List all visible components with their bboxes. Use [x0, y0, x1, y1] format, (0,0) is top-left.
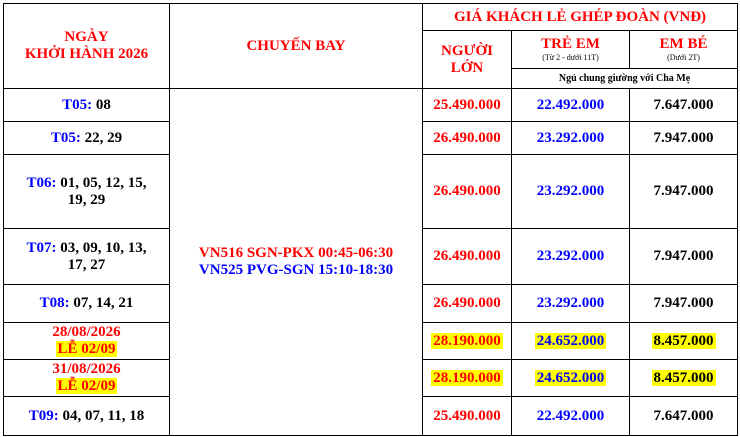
infant-price: 7.947.000: [630, 229, 738, 285]
infant-price: 8.457.000: [653, 369, 714, 386]
flight-column-header: CHUYẾN BAY: [170, 4, 423, 89]
departure-date-cell: [4, 229, 170, 285]
adult-price: 26.490.000: [423, 155, 512, 229]
date-header-line1: NGÀY: [64, 29, 109, 45]
adult-price: 25.490.000: [423, 397, 512, 436]
departure-date-cell: [4, 397, 170, 436]
child-price-cell: [512, 323, 630, 360]
adult-price: 28.190.000: [433, 332, 501, 349]
date-column-header: [4, 4, 170, 89]
month-label: T07:: [26, 239, 57, 256]
adult-price: 26.490.000: [423, 229, 512, 285]
infant-price-cell: [630, 323, 738, 360]
child-price: 24.652.000: [536, 369, 605, 386]
table-row: [4, 89, 738, 122]
infant-header-label: EM BÉ: [659, 36, 708, 52]
days-label: 08: [92, 96, 111, 113]
child-price: 24.652.000: [536, 332, 605, 349]
departure-date: 31/08/2026: [52, 361, 121, 377]
child-header-label: TRẺ EM: [541, 36, 600, 52]
infant-price: 7.647.000: [630, 397, 738, 436]
price-group-header: GIÁ KHÁCH LẺ GHÉP ĐOÀN (VNĐ): [423, 4, 738, 31]
infant-price: 7.647.000: [630, 89, 738, 122]
child-price: 23.292.000: [512, 285, 630, 323]
adult-header-line2: LỚN: [450, 59, 484, 76]
days-label: 07, 14, 21: [69, 295, 134, 311]
adult-price: 26.490.000: [423, 122, 512, 155]
adult-price-cell: [423, 360, 512, 397]
holiday-badge: LỄ 02/09: [57, 341, 116, 357]
child-price-cell: [512, 360, 630, 397]
days-label-cont: 17, 27: [67, 256, 106, 273]
flight-cell: [170, 89, 423, 436]
departure-date-cell: [4, 89, 170, 122]
days-label-cont: 19, 29: [67, 191, 106, 208]
child-age-note: (Từ 2 - dưới 11T): [542, 53, 599, 62]
departure-date-cell: [4, 360, 170, 397]
departure-date-cell: [4, 323, 170, 360]
month-label: T08:: [39, 295, 70, 311]
price-table: [3, 3, 738, 436]
days-label: 22, 29: [80, 129, 123, 146]
child-price: 22.492.000: [512, 89, 630, 122]
shared-bed-note: Ngủ chung giường với Cha Mẹ: [512, 69, 738, 89]
child-price: 23.292.000: [512, 155, 630, 229]
days-label: 01, 05, 12, 15,: [56, 174, 147, 191]
adult-price: 26.490.000: [423, 285, 512, 323]
month-label: T05:: [50, 129, 81, 146]
days-label: 03, 09, 10, 13,: [56, 239, 147, 256]
holiday-badge: LỄ 02/09: [57, 378, 116, 394]
infant-price: 7.947.000: [630, 285, 738, 323]
departure-date: 28/08/2026: [52, 324, 121, 340]
infant-price: 8.457.000: [653, 332, 714, 349]
date-header-line2: KHỞI HÀNH 2026: [24, 46, 149, 62]
departure-date-cell: [4, 155, 170, 229]
infant-price: 7.947.000: [630, 155, 738, 229]
month-label: T06:: [26, 174, 57, 191]
return-flight: VN525 PVG-SGN 15:10-18:30: [198, 262, 394, 278]
outbound-flight: VN516 SGN-PKX 00:45-06:30: [198, 245, 394, 261]
infant-price: 7.947.000: [630, 122, 738, 155]
infant-age-note: (Dưới 2T): [667, 53, 700, 62]
adult-header-line1: NGƯỜI: [441, 42, 493, 59]
departure-date-cell: [4, 122, 170, 155]
adult-price: 28.190.000: [433, 369, 501, 386]
departure-date-cell: [4, 285, 170, 323]
child-price: 22.492.000: [512, 397, 630, 436]
infant-header: [630, 31, 738, 69]
month-label: T09:: [28, 407, 59, 424]
child-header: [512, 31, 630, 69]
month-label: T05:: [62, 96, 93, 113]
child-price: 23.292.000: [512, 229, 630, 285]
child-price: 23.292.000: [512, 122, 630, 155]
adult-header: [423, 31, 512, 89]
adult-price-cell: [423, 323, 512, 360]
adult-price: 25.490.000: [423, 89, 512, 122]
days-label: 04, 07, 11, 18: [58, 407, 145, 424]
infant-price-cell: [630, 360, 738, 397]
